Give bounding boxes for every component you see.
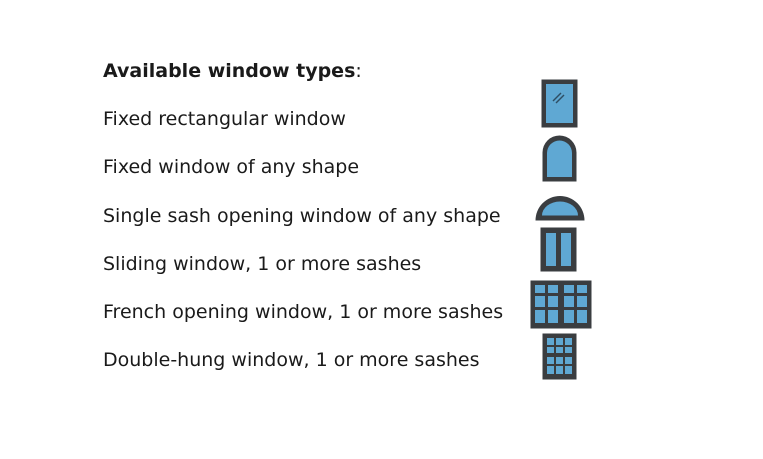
heading-title: Available window types <box>103 60 356 82</box>
window-type-item <box>103 252 421 276</box>
window-type-item <box>103 107 346 131</box>
window-type-label: Sliding window, 1 or more sashes <box>103 253 422 275</box>
arched-window-icon <box>542 135 577 182</box>
heading-colon: : <box>355 60 362 82</box>
window-type-item <box>103 204 501 228</box>
sliding-window-icon <box>540 227 577 272</box>
window-type-item <box>103 348 480 372</box>
window-type-label: Fixed rectangular window <box>103 108 346 130</box>
french-window-icon <box>530 280 592 329</box>
window-type-label: Double-hung window, 1 or more sashes <box>103 349 480 371</box>
page-heading <box>103 59 362 83</box>
window-type-label: Fixed window of any shape <box>103 156 360 178</box>
window-type-item <box>103 300 503 324</box>
window-type-item <box>103 155 359 179</box>
window-type-label: Single sash opening window of any shape <box>103 205 501 227</box>
half-round-window-icon <box>535 195 585 221</box>
fixed-rectangular-window-icon <box>541 79 578 128</box>
window-type-label: French opening window, 1 or more sashes <box>103 301 504 323</box>
double-hung-window-icon <box>542 333 577 380</box>
